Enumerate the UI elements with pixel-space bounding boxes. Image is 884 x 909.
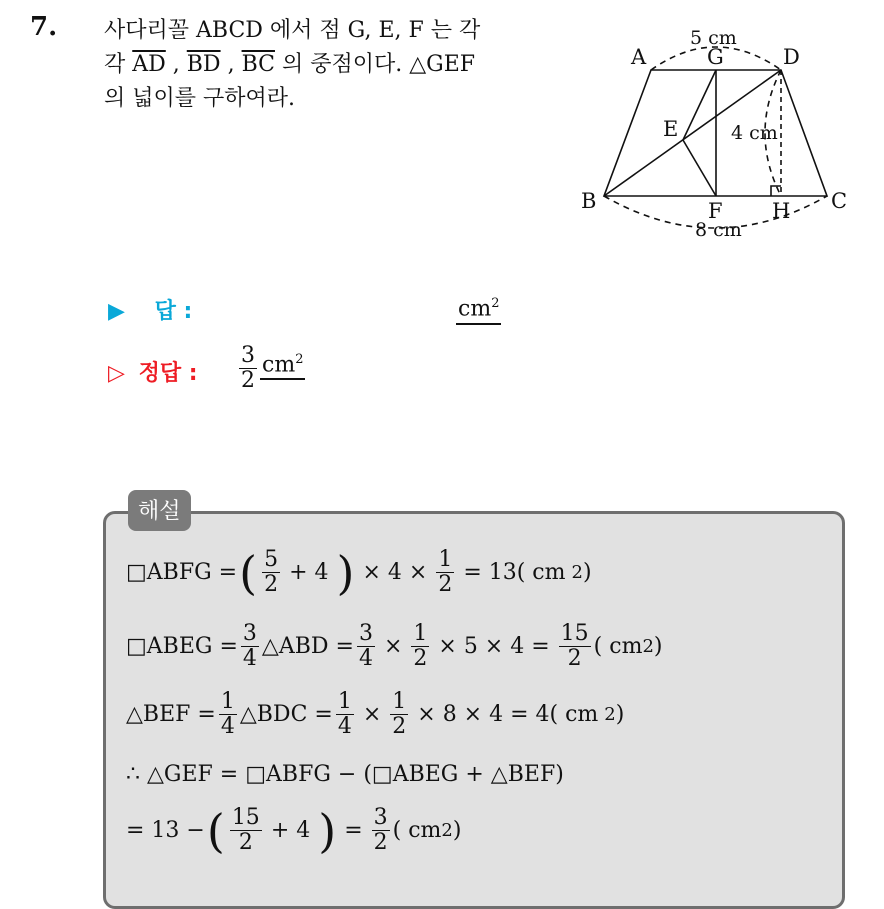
- right-paren: ): [318, 803, 337, 858]
- explanation-line-4: ∴ △GEF = □ABFG − (□ABEG + △BEF): [126, 762, 564, 787]
- segment-ad: $\overline{AD}$: [132, 52, 166, 77]
- correct-label-row: [108, 356, 198, 387]
- correct-denominator: 2: [241, 368, 255, 394]
- label-bottom-length: 8 cm: [695, 219, 742, 241]
- correct-unit: $cm^2$: [260, 352, 305, 380]
- question-line-1: 사다리꼴 ABCD 에서 점 G, E, F 는 각: [104, 18, 481, 43]
- answer-arrow-icon: ▶: [108, 299, 125, 324]
- explanation-line-3: △BEF = $\frac{1}{4}$ △BDC = $\frac{1}{4}$ × $\frac{1}{2}$ × 8 × 4 = 4( cm 2 ): [126, 689, 625, 740]
- question-number: 7.: [30, 12, 58, 42]
- explanation-line-5: = 13 − ( $\frac{15}{2}$ + 4 ) = $\frac{3}{2}$ ( cm 2 ): [126, 803, 462, 858]
- correct-numerator: 3: [241, 343, 255, 368]
- label-point-h: H: [772, 199, 791, 223]
- label-point-d: D: [783, 45, 800, 69]
- label-point-b: B: [581, 189, 597, 213]
- label-point-e: E: [663, 117, 679, 141]
- left-paren: (: [206, 803, 225, 858]
- label-point-f: F: [708, 199, 723, 223]
- question-text: [104, 14, 564, 116]
- label-point-a: A: [631, 45, 647, 69]
- segment-ef: [683, 140, 716, 196]
- segment-bd: $\overline{BD}$: [186, 52, 221, 77]
- right-paren: ): [336, 545, 355, 600]
- question-line-2: [104, 48, 564, 82]
- explanation-line-2: □ABEG = $\frac{3}{4}$ △ABD = $\frac{3}{4}$ × $\frac{1}{2}$ × 5 × 4 = $\frac{15}{2}$ ( cm 2 ): [126, 621, 663, 672]
- right-angle-mark: [771, 186, 781, 196]
- correct-label: 정답 :: [138, 361, 198, 386]
- answer-unit-exponent: 2: [491, 296, 500, 311]
- answer-unit: cm: [458, 296, 492, 322]
- label-point-c: C: [831, 189, 848, 213]
- separator-2: ,: [220, 52, 242, 77]
- label-top-length: 5 cm: [690, 27, 737, 49]
- question-line-3: 의 넓이를 구하여라.: [104, 86, 295, 111]
- answer-label: 답 :: [154, 299, 193, 324]
- separator-1: ,: [165, 52, 187, 77]
- question-line-2-post: 의 중점이다. △GEF: [274, 52, 476, 77]
- question-line-2-pre: 각: [104, 52, 133, 77]
- label-point-g: G: [707, 45, 724, 69]
- trapezoid-figure: [575, 20, 865, 250]
- label-height: 4 cm: [731, 122, 778, 144]
- segment-ge: [683, 70, 716, 140]
- correct-fraction: [239, 344, 257, 393]
- answer-label-row: [108, 294, 192, 325]
- segment-bc: $\overline{BC}$: [241, 52, 275, 77]
- correct-arrow-icon: ▷: [108, 361, 125, 386]
- answer-blank[interactable]: [456, 296, 501, 325]
- correct-answer: [236, 344, 305, 393]
- explanation-line-1: □ABFG = ( $\frac{5}{2}$ + 4 ) × 4 × $\frac{1}{2}$ = 13( cm 2 ): [126, 545, 592, 600]
- explanation-tag: 해설: [128, 490, 191, 531]
- left-paren: (: [239, 545, 258, 600]
